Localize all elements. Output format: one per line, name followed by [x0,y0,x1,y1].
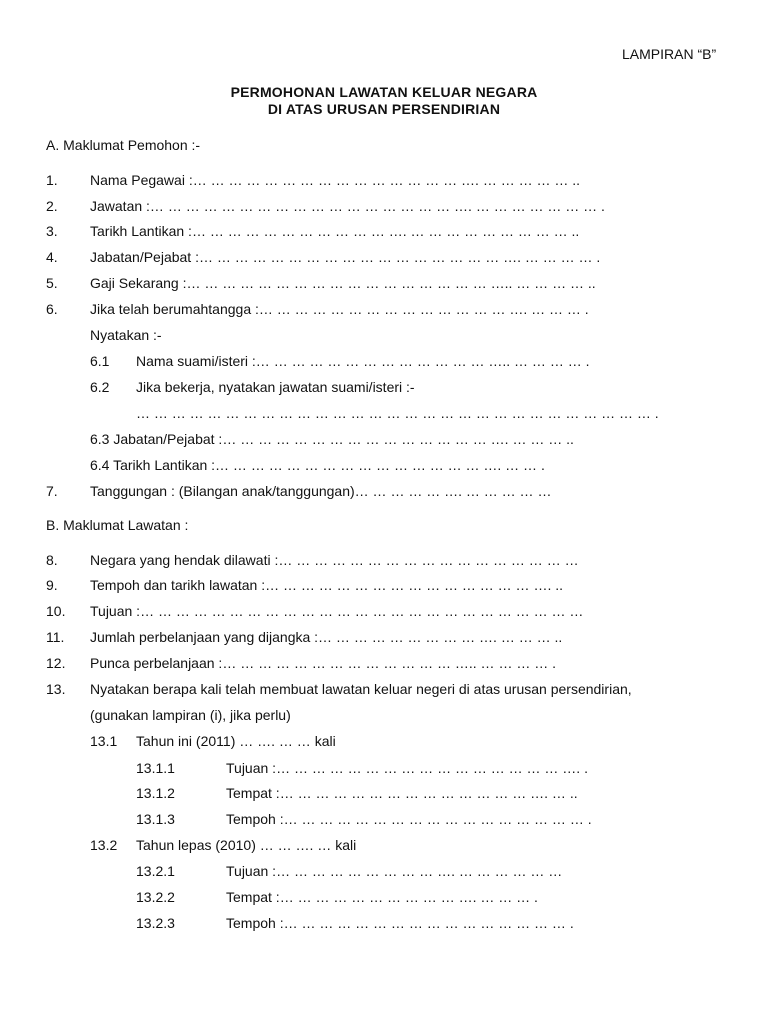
field-tanggungan: Tanggungan : (Bilangan anak/tanggungan)… … … … … …. … … … … … [90,483,552,499]
field-jawatan: Jawatan :… … … … … … … … … … … … … … … … … …. … … … … … … … . [90,198,605,214]
sub-sub-item-number: 13.2.2 [136,889,175,905]
sub-sub-item-number: 13.2.1 [136,863,175,879]
sub-sub-item-number: 13.1.2 [136,785,175,801]
field-negara: Negara yang hendak dilawati :… … … … … … … … … … … … … … … … … [90,552,579,568]
item-number: 12. [46,655,66,671]
field-jumlah-perbelanjaan: Jumlah perbelanjaan yang dijangka :… … … … … … … … … …. … … … .. [90,629,563,645]
item-number: 13. [46,681,66,697]
field-jabatan-suami-isteri: 6.3 Jabatan/Pejabat :… … … … … … … … … … … … … … … …. … … … .. [90,431,574,447]
field-gaji-sekarang: Gaji Sekarang :… … … … … … … … … … … … … … … … … ….. … … … … .. [90,275,596,291]
field-tujuan-2011: Tujuan :… … … … … … … … … … … … … … … … …. . [226,760,588,776]
form-title-line-2: DI ATAS URUSAN PERSENDIRIAN [267,101,501,117]
field-jawatan-suami-isteri: … … … … … … … … … … … … … … … … … … … … … … … … … … … … … . [136,405,659,421]
field-tempoh-2011: Tempoh :… … … … … … … … … … … … … … … … … . [226,811,592,827]
item-number: 2. [46,198,58,214]
field-tarikh-lantikan: Tarikh Lantikan :… … … … … … … … … … … …. … … … … … … … … … .. [90,223,580,239]
item-number: 10. [46,603,66,619]
sub-item-number: 13.2 [90,837,118,853]
sub-item-number: 6.1 [90,353,110,369]
item-number: 8. [46,552,58,568]
field-tahun-lepas: Tahun lepas (2010) … … …. … kali [136,837,357,853]
annex-label: LAMPIRAN “B” [622,46,717,62]
field-tahun-ini: Tahun ini (2011) … …. … … kali [136,733,336,749]
item-number: 9. [46,577,58,593]
item-number: 1. [46,172,58,188]
item-number: 11. [46,629,65,645]
sub-sub-item-number: 13.2.3 [136,915,175,931]
item-number: 4. [46,249,58,265]
sub-sub-item-number: 13.1.3 [136,811,175,827]
field-tempoh-2010: Tempoh :… … … … … … … … … … … … … … … … . [226,915,574,931]
nyatakan-label: Nyatakan :- [90,327,162,343]
form-title-line-1: PERMOHONAN LAWATAN KELUAR NEGARA [230,84,538,100]
section-b-heading: B. Maklumat Lawatan : [46,517,189,533]
item-number: 6. [46,301,58,317]
field-jawatan-suami-isteri-label: Jika bekerja, nyatakan jawatan suami/isteri :- [136,379,415,395]
field-nama-pegawai: Nama Pegawai :… … … … … … … … … … … … … … … …. … … … … … .. [90,172,581,188]
field-jabatan-pejabat: Jabatan/Pejabat :… … … … … … … … … … … … … … … … … …. … … … … . [90,249,601,265]
sub-item-number: 13.1 [90,733,118,749]
field-tujuan-2010: Tujuan :… … … … … … … … … …. … … … … … … [226,863,563,879]
field-nama-suami-isteri: Nama suami/isteri :… … … … … … … … … … … … … ….. … … … … . [136,353,590,369]
item-number: 5. [46,275,58,291]
field-tempat-2011: Tempat :… … … … … … … … … … … … … … …. … .. [226,785,578,801]
field-tujuan: Tujuan :… … … … … … … … … … … … … … … … … … … … … … … … … [90,603,584,619]
field-tarikh-lantikan-suami-isteri: 6.4 Tarikh Lantikan :… … … … … … … … … … … … … … … …. … … . [90,457,545,473]
field-tempat-2010: Tempat :… … … … … … … … … … …. … … … . [226,889,538,905]
section-a-heading: A. Maklumat Pemohon :- [46,137,201,153]
question-lawatan-note: (gunakan lampiran (i), jika perlu) [90,707,291,723]
item-number: 7. [46,483,58,499]
item-number: 3. [46,223,58,239]
field-punca-perbelanjaan: Punca perbelanjaan :… … … … … … … … … … … … … ….. … … … … . [90,655,557,671]
field-tempoh-tarikh: Tempoh dan tarikh lawatan :… … … … … … … … … … … … … … … …. .. [90,577,564,593]
sub-item-number: 6.2 [90,379,110,395]
field-berumahtangga: Jika telah berumahtangga :… … … … … … … … … … … … … … …. … … … . [90,301,589,317]
question-lawatan-sebelum: Nyatakan berapa kali telah membuat lawatan keluar negeri di atas urusan persendirian, [90,681,632,697]
sub-sub-item-number: 13.1.1 [136,760,175,776]
